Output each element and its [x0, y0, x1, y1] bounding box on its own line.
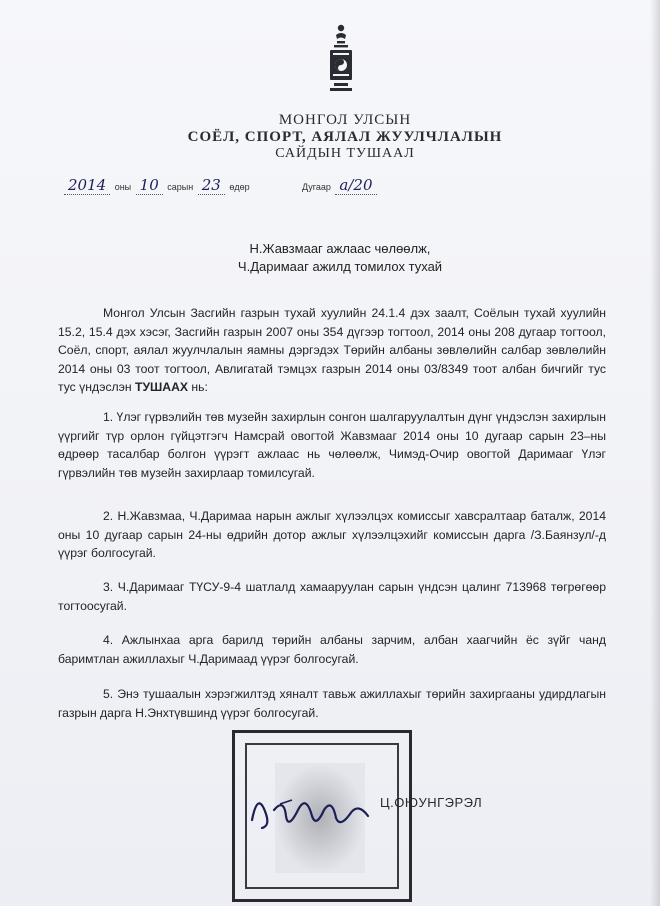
order-item-1: 1. Үлэг гүрвэлийн төв музейн захирлын сонгон шалгаруулалтын дүнг үндэслэн захирлын үүргийг түр орлон гүйцэтгэгч Намсрай овогтой Жавзмааг 2014 оны 10 дугаар сарын 23–ны өдрөөр тасалбар болгон үүрэгт ажлаас нь чөлөөлж, Чимэд-Очир овогтой Даримааг Үлэг гүрвэлийн төв музейн захирлаар томилсугай. — [58, 410, 606, 480]
date-month: 10 — [136, 176, 163, 195]
paper-edge-shadow — [650, 0, 660, 906]
order-title-line1: Н.Жавзмааг ажлаас чөлөөлж, — [249, 241, 431, 256]
handwritten-signature — [240, 780, 390, 840]
state-emblem-icon — [318, 22, 364, 96]
date-day: 23 — [198, 176, 225, 195]
order-preamble — [58, 304, 606, 397]
date-day-suffix: өдөр — [229, 182, 250, 192]
preamble-text: Монгол Улсын Засгийн газрын тухай хуулийн 24.1.4 дэх заалт, Соёлын тухай хуулийн 15.2, 15.4 дэх хэсэг, Засгийн газрын 2007 оны 354 дүгээр тогтоол, 2014 оны 208 дугаар тогтоол, Соёл, спорт, аялал жуулчлалын яамны дэргэдэх Төрийн албаны зөвлөлийн салбар зөвлөлийн 2014 оны 03 тоот тогтоол, Авлигатай тэмцэх газрын 2014 оны 03/8349 тоот албан бичгийг тус тус үндэслэн — [58, 306, 606, 395]
order-date — [62, 176, 250, 195]
order-item-2: 2. Н.Жавзмаа, Ч.Даримаа нарын ажлыг хүлээлцэх комиссыг хавсралтаар баталж, 2014 оны 10 дугаар сарын 24-ны өдрийн дотор ажлыг хүлээлцэхийг комиссын дарга /З.Баянзул/-д үүрэг болгосугай. — [58, 509, 606, 561]
preamble-tail: нь: — [188, 380, 208, 395]
date-year: 2014 — [64, 176, 110, 195]
order-item-5: 5. Энэ тушаалын хэрэгжилтэд хяналт тавьж ажиллахыг төрийн захиргааны удирдлагын газрын дарга Н.Энхтүвшинд үүрэг болгосугай. — [58, 687, 606, 720]
preamble-emphasis: ТУШААХ — [135, 380, 189, 395]
org-line-order: САЙДЫН ТУШААЛ — [275, 146, 415, 161]
date-year-suffix: оны — [114, 182, 132, 192]
order-number-label: Дугаар — [302, 182, 331, 192]
date-month-suffix: сарын — [167, 182, 194, 192]
order-number — [302, 176, 379, 195]
order-item-4: 4. Ажлынхаа арга барилд төрийн албаны зарчим, албан хаагчийн ёс зүйг чанд баримтлан ажиллахыг Ч.Даримаад үүрэг болгосугай. — [58, 633, 606, 666]
signer-name: Ц.ОЮУНГЭРЭЛ — [380, 795, 483, 810]
org-line-ministry: СОЁЛ, СПОРТ, АЯЛАЛ ЖУУЛЧЛАЛЫН — [187, 129, 503, 145]
org-line-country: МОНГОЛ УЛСЫН — [278, 112, 412, 128]
order-number-value: а/20 — [335, 176, 376, 195]
order-item-3: 3. Ч.Даримааг ТҮСУ-9-4 шатлалд хамааруулан сарын үндсэн цалинг 713968 төгрөгөөр тогтоосугай. — [58, 580, 606, 613]
order-title-line2: Ч.Даримааг ажилд томилох тухай — [237, 259, 443, 274]
